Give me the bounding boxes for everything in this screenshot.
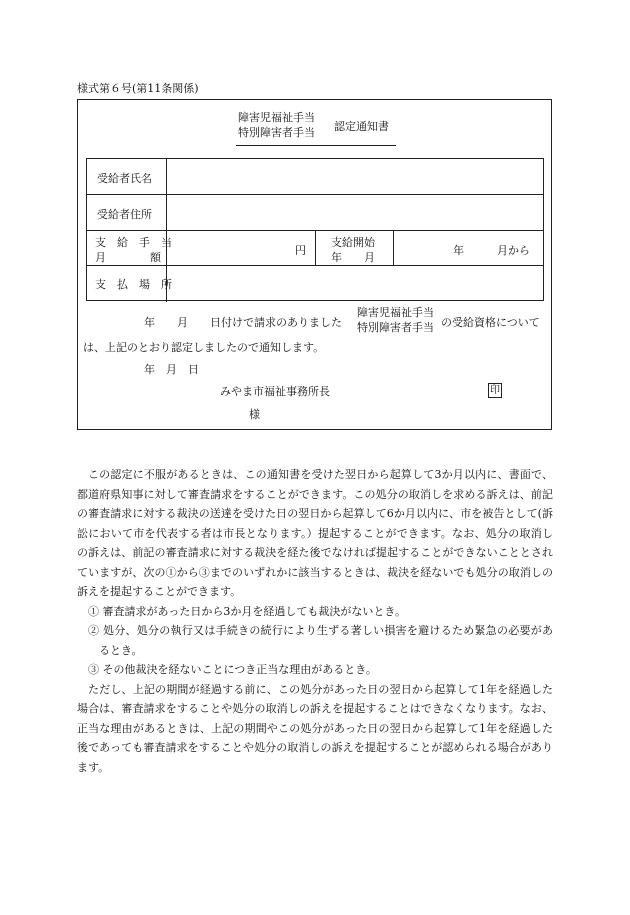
appeal-notes [77,465,553,777]
notes-item-3: ③ その他裁決を経ないことにつき正当な理由があるとき。 [88,663,377,676]
recipient-info-table [86,158,544,301]
title-suffix: 認定通知書 [334,120,389,133]
notes-item-2: ② 処分、処分の執行又は手続きの続行により生ずる著しい損害を避けるため緊急の必要があるとき。 [88,624,553,657]
certification-sentence: は、上記のとおり認定しましたので通知します。 [83,341,325,354]
issuer-name: みやま市福祉事務所長 [220,385,330,398]
request-date-text: 年 月 日付けで請求のありました [144,316,342,329]
yen-unit: 円 [295,244,306,257]
body-allowance-names [357,305,434,335]
honorific-sama: 様 [249,408,260,421]
start-label-left-divider [315,230,316,265]
payment-start-label-2: 年 月 [331,251,375,264]
notes-paragraph-1: この認定に不服があるときは、この通知書を受けた翌日から起算して3か月以内に、書面で、都道府県知事に対して審査請求をすることができます。この処分の取消しを求める訴えは、前記の審査請求に対する裁決の送達を受けた日の翌日から起算して6か月以内に、市を被告として(訴訟において市を代表する者は市長となります。）提起することができます。なお、処分の取消しの訴えは、前記の審査請求に対する裁決を経た後でなければ提起することができないこととされていますが、次の①から③までのいずれかに該当するときは、裁決を経ないでも処分の取消しの訴えを提起することができます。 [77,468,553,598]
monthly-amount-label-1: 支 給 手 当 [95,236,172,249]
notes-paragraph-2: ただし、上記の期間が経過する前に、この処分があった日の翌日から起算して1年を経過した場合は、審査請求をすることや処分の取消しの訴えを提起することはできなくなります。なお、正当な理由があるときは、上記の期間やこの処分があった日の翌日から起算して1年を経過した後であっても審査請求をすることや処分の取消しの訴えを提起することが認められる場合があります。 [77,682,553,774]
eligibility-tail: の受給資格について [441,316,540,329]
title-allowance-1: 障害児福祉手当 [238,111,315,124]
payment-place-label: 支 払 場 所 [95,278,172,291]
payment-start-value: 年 月から [453,244,530,257]
body-allowance-2: 特別障害者手当 [357,321,434,334]
title-underline [236,145,396,146]
monthly-amount-label-2: 月 額 [95,251,161,264]
notice-date: 年 月 日 [144,363,199,376]
row-divider [87,265,543,266]
title-allowance-2: 特別障害者手当 [238,126,315,139]
body-allowance-1: 障害児福祉手当 [357,306,434,319]
seal-mark: 印 [490,385,500,396]
notes-item-1: ① 審査請求があった日から3か月を経過しても裁決がないとき。 [88,604,406,618]
form-reference: 様式第６号(第11条関係) [77,82,199,95]
recipient-name-label: 受給者氏名 [97,172,152,185]
title-allowance-names [238,110,315,140]
recipient-address-label: 受給者住所 [97,208,152,221]
row-divider [87,194,543,195]
payment-start-label-1: 支給開始 [331,236,375,249]
start-label-right-divider [393,230,394,265]
